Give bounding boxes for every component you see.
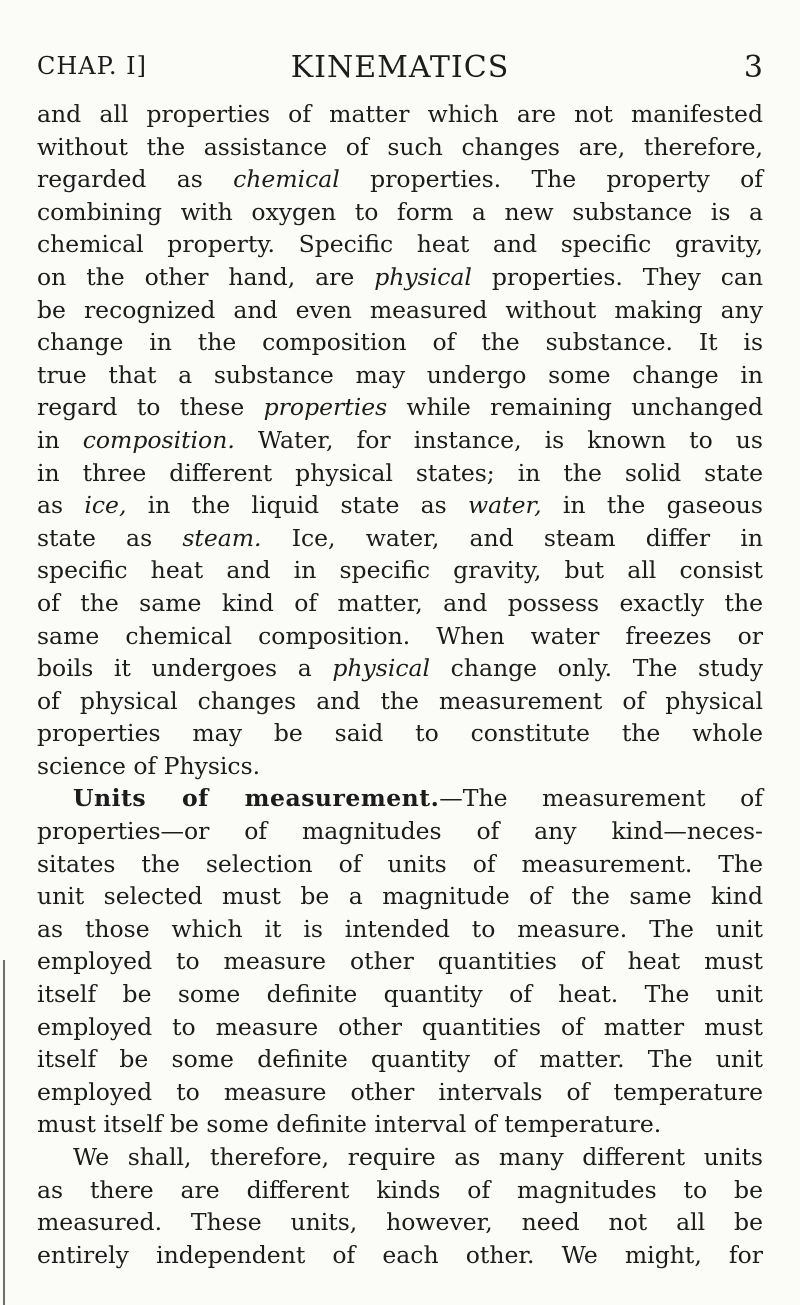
section-heading: Units of measurement.: [73, 784, 440, 813]
text-line: [37, 652, 763, 685]
italic-term: properties: [263, 393, 388, 422]
text-line: of the same kind of matter, and possess exactly the: [37, 588, 763, 617]
text-line: [37, 522, 763, 555]
italic-term: physical: [374, 262, 472, 291]
text-line: [37, 782, 763, 815]
body-text: [37, 98, 763, 1271]
text-line: as there are different kinds of magnitudes to be: [37, 1175, 763, 1204]
text-line: as those which it is intended to measure. The unit: [37, 914, 763, 943]
text-line: [37, 163, 763, 196]
italic-term: steam.: [182, 523, 262, 552]
text-line: employed to measure other quantities of matter must: [37, 1012, 763, 1041]
text-run: properties. They can: [471, 262, 763, 291]
text-line: itself be some definite quantity of heat. The unit: [37, 980, 763, 1009]
text-line: We shall, therefore, require as many different units: [73, 1143, 763, 1171]
text-line: same chemical composition. When water freezes or: [37, 621, 763, 650]
text-run: Ice, water, and steam differ in: [261, 523, 763, 552]
text-line: [37, 261, 763, 294]
text-line: in three different physical states; in the solid state: [37, 458, 763, 487]
text-line: science of Physics.: [37, 751, 261, 780]
text-run: in the liquid state as: [126, 491, 468, 520]
text-line: of physical changes and the measurement of physical: [37, 686, 763, 715]
paragraph-1: [37, 98, 763, 782]
text-line: entirely independent of each other. We might, for: [37, 1240, 763, 1269]
text-run: while remaining unchanged: [387, 393, 763, 422]
text-line: be recognized and even measured without making any: [37, 295, 763, 324]
text-run: regarded as: [37, 165, 234, 194]
text-run: on the other hand, are: [37, 262, 375, 291]
text-line: [37, 489, 763, 522]
text-run: properties. The property of: [339, 165, 763, 194]
paragraph-2: [37, 782, 763, 1141]
text-line: properties—or of magnitudes of any kind—neces-: [37, 817, 763, 846]
page-title: KINEMATICS: [290, 50, 510, 85]
text-line: chemical property. Specific heat and specific gravity,: [37, 230, 763, 259]
text-line: itself be some definite quantity of matter. The unit: [37, 1045, 763, 1074]
text-line: sitates the selection of units of measurement. The: [37, 849, 763, 878]
text-run: as: [37, 491, 85, 520]
text-line: [37, 391, 763, 424]
text-run: Water, for instance, is known to us: [234, 425, 763, 454]
text-line: specific heat and in specific gravity, but all consist: [37, 556, 763, 585]
text-run: in the gaseous: [541, 491, 763, 520]
text-line: change in the composition of the substance. It is: [37, 328, 763, 357]
text-line: and all properties of matter which are not manifested: [37, 100, 763, 128]
text-run: state as: [37, 523, 183, 552]
text-run: change only. The study: [430, 654, 763, 683]
italic-term: ice,: [84, 491, 127, 520]
text-run: —The measurement of: [439, 784, 763, 813]
page-number: 3: [743, 50, 763, 85]
text-line: [37, 424, 763, 457]
paragraph-3: [37, 1141, 763, 1271]
italic-term: chemical: [233, 165, 340, 194]
text-line: without the assistance of such changes are, therefore,: [37, 132, 763, 161]
italic-term: water,: [468, 491, 542, 520]
text-line: unit selected must be a magnitude of the same kind: [37, 882, 763, 911]
running-head: [37, 52, 763, 92]
chapter-label: CHAP. I]: [37, 52, 148, 80]
text-line: employed to measure other intervals of temperature: [37, 1077, 763, 1106]
text-line: must itself be some definite interval of temperature.: [37, 1110, 662, 1139]
text-line: measured. These units, however, need not all be: [37, 1208, 763, 1237]
text-run: in: [37, 425, 83, 454]
text-line: properties may be said to constitute the whole: [37, 719, 763, 748]
page-edge-shadow: [3, 960, 5, 1305]
text-run: boils it undergoes a: [37, 654, 333, 683]
text-line: combining with oxygen to form a new substance is a: [37, 197, 763, 226]
text-line: true that a substance may undergo some change in: [37, 360, 763, 389]
text-line: employed to measure other quantities of heat must: [37, 947, 763, 976]
italic-term: composition.: [82, 425, 235, 454]
italic-term: physical: [332, 654, 431, 683]
text-run: regard to these: [37, 393, 264, 422]
